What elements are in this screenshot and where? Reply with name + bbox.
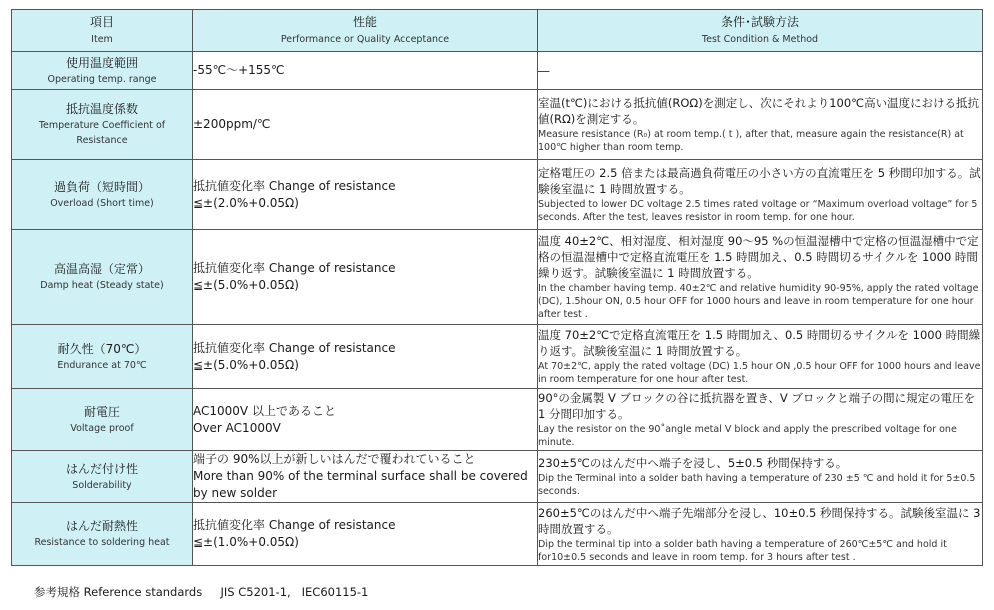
condition-ja: ― [538,63,550,78]
item-cell [12,160,193,230]
performance-line: ≦±(2.0%+0.05Ω) [193,195,299,210]
condition-ja: 90°の金属製 V ブロックの谷に抵抗器を置き、V ブロックと端子の間に規定の電圧を 1 分間印加する。 [538,391,976,421]
condition-ja: 温度 40±2℃、相対湿度、相対湿度 90～95 %の恒温湿槽中で定格の恒温湿槽中で定格の恒温湿槽中で定格直流電圧を 1.5 時間加え、0.5 時間切るサイクルを 1000 時間繰り返す。試験後室温に 1 時間放置する。 [538,234,979,280]
performance-line: 端子の 90%以上が新しいはんだで覆われていること [193,452,476,466]
condition-en: In the chamber having temp. 40±2℃ and relative humidity 90-95%, apply the rated voltage (DC), 1.5hour ON, 0.5 hour OFF for 1000 hours and leave in room temperature for one hour after test . [538,283,979,320]
condition-cell [538,503,983,566]
table-row-operating-temp [12,52,983,90]
spec-table [11,9,983,566]
item-ja: はんだ付け性 [65,461,138,476]
table-row-solderability [12,451,983,503]
condition-cell [538,389,983,451]
item-en: Solderability [72,479,132,491]
item-cell [12,325,193,389]
performance-cell [193,52,538,90]
performance-cell [193,325,538,389]
condition-cell [538,230,983,325]
item-cell [12,451,193,503]
item-cell [12,230,193,325]
performance-line: 抵抗値変化率 Change of resistance [193,261,396,275]
performance-cell [193,160,538,230]
table-row-damp-heat [12,230,983,325]
item-en: Endurance at 70℃ [57,359,147,371]
performance-line: More than 90% of the terminal surface shall be covered by new solder [193,469,528,500]
performance-line: ≦±(1.0%+0.05Ω) [193,535,299,549]
performance-line: 抵抗値変化率 Change of resistance [193,178,396,193]
item-ja: 過負荷（短時間） [53,179,150,194]
condition-cell [538,160,983,230]
performance-line: 抵抗値変化率 Change of resistance [193,340,396,355]
item-ja: 耐電圧 [83,404,120,419]
condition-en: Dip the Terminal into a solder bath having a temperature of 230 ±5 ℃ and hold it for 5±0.5 seconds. [538,473,976,497]
item-en: Voltage proof [70,422,134,434]
item-en: Operating temp. range [47,73,157,85]
reference-standards-list: JIS C5201-1, IEC60115-1 [220,585,369,599]
item-ja: 使用温度範囲 [65,55,138,70]
table-row-endurance [12,325,983,389]
table-row-overload [12,160,983,230]
condition-en: Lay the resistor on the 90˚angle metal V block and apply the prescribed voltage for one minute. [538,424,957,448]
header-item-ja: 項目 [89,15,114,29]
performance-line: ±200ppm/℃ [193,117,271,131]
condition-en: Subjected to lower DC voltage 2.5 times rated voltage or “Maximum overload voltage” for 5 seconds. After the test, leaves resistor in room temp. for one hour. [538,199,978,223]
condition-cell [538,52,983,90]
condition-cell [538,90,983,160]
condition-en: Dip the terminal tip into a solder bath having a temperature of 260℃±5℃ and hold it for10±0.5 seconds and leave in room temp. for 3 hours after test . [538,538,947,563]
condition-ja: 260±5℃のはんだ中へ端子先端部分を浸し、10±0.5 秒間保持する。試験後室温に 3 時間放置する。 [538,505,981,536]
item-en: Damp heat (Steady state) [40,280,164,291]
performance-cell [193,503,538,566]
item-cell [12,389,193,451]
table-row-soldering-heat [12,503,983,566]
performance-line: ≦±(5.0%+0.05Ω) [193,357,299,372]
condition-cell [538,325,983,389]
performance-line: ≦±(5.0%+0.05Ω) [193,278,299,292]
performance-line: 抵抗値変化率 Change of resistance [193,518,396,532]
item-en: Overload (Short time) [50,197,154,209]
item-en: Resistance to soldering heat [34,537,170,548]
item-ja: はんだ耐熱性 [65,519,138,533]
header-performance-ja: 性能 [352,15,377,29]
header-performance [193,10,538,52]
performance-line: -55℃～+155℃ [193,63,285,77]
item-en: Temperature Coefficient of Resistance [38,120,166,146]
item-cell [12,503,193,566]
header-condition-ja: 条件･試験方法 [720,15,799,29]
reference-standards-label: 参考規格 Reference standards [34,585,203,599]
header-condition-en: Test Condition & Method [701,34,819,45]
header-condition [538,10,983,52]
condition-en: Measure resistance (R₀) at room temp.( t ), after that, measure again the resistance(R) at 100℃ higher than room temp. [538,129,964,153]
header-performance-en: Performance or Quality Acceptance [280,34,450,45]
performance-line: AC1000V 以上であること [193,403,336,418]
performance-cell [193,389,538,451]
table-row-voltage-proof [12,389,983,451]
performance-line: Over AC1000V [193,420,281,435]
performance-cell [193,451,538,503]
item-ja: 耐久性（70℃） [57,341,147,356]
item-cell [12,52,193,90]
performance-cell [193,230,538,325]
item-cell [12,90,193,160]
condition-ja: 温度 70±2℃で定格直流電圧を 1.5 時間加え、0.5 時間切るサイクルを 1000 時間繰り返す。試験後室温に 1 時間放置する。 [538,328,981,358]
performance-cell [193,90,538,160]
condition-ja: 定格電圧の 2.5 倍または最高過負荷電圧の小さい方の直流電圧を 5 秒間印加する。試験後室温に 1 時間放置する。 [538,166,981,196]
header-item [12,10,193,52]
header-row [12,10,983,52]
condition-cell [538,451,983,503]
item-ja: 抵抗温度係数 [65,102,138,116]
condition-ja: 230±5℃のはんだ中へ端子を浸し、5±0.5 秒間保持する。 [538,456,848,470]
condition-ja: 室温(t℃)における抵抗値(ROΩ)を測定し、次にそれより100℃高い温度における抵抗値(RΩ)を測定する。 [538,96,980,126]
condition-en: At 70±2℃, apply the rated voltage (DC) 1.5 hour ON ,0.5 hour OFF for 1000 hours and leave in room temperature for one hour after test. [538,361,981,385]
reference-standards [34,584,368,600]
item-ja: 高温高湿（定常） [53,262,150,276]
header-item-en: Item [91,34,113,45]
table-row-temp-coefficient [12,90,983,160]
